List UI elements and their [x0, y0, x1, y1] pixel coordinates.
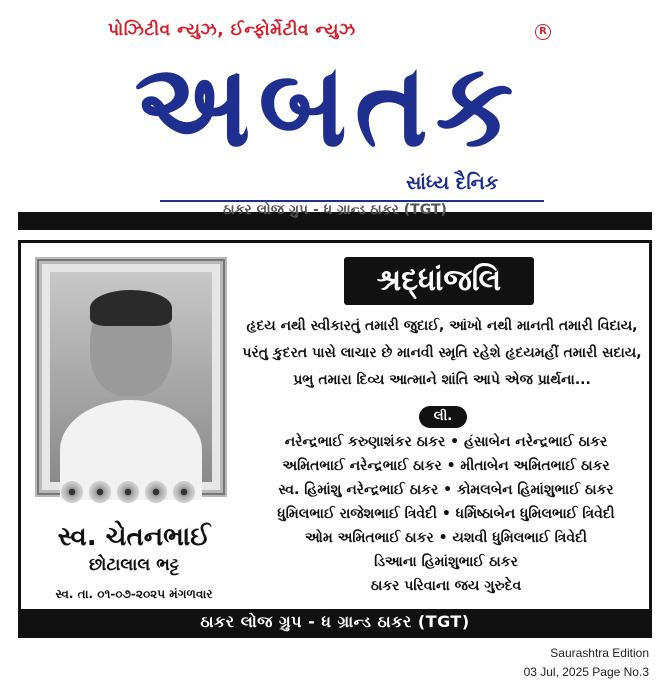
from-label-badge: લી.	[419, 406, 467, 428]
family-name-line: ડિઆના હિમાંશુભાઈ ઠાકર	[374, 554, 518, 570]
bottom-banner-strip	[21, 609, 649, 635]
top-banner-strip	[18, 202, 652, 230]
photo-frame	[35, 257, 227, 497]
obituary-advertisement	[18, 240, 652, 638]
flower-decoration	[61, 479, 201, 509]
edition-name: Saurashtra Edition	[550, 646, 649, 660]
flower-icon	[145, 481, 167, 503]
family-name-line: અમિતભાઈ નરેન્દ્રભાઈ ઠાકર • મીતાબેન અમિતભાઈ ઠાકર	[282, 458, 610, 474]
tribute-title-box	[344, 257, 534, 305]
top-strip-text: ઠાકર લોજ ગ્રુપ - ધ ગ્રાન્ડ ઠાકર (TGT)	[223, 202, 447, 218]
masthead	[0, 0, 659, 210]
family-name-line: ઓમ અમિતભાઈ ઠાકર • યશવી ધુમિલભાઈ ત્રિવેદી	[305, 530, 587, 546]
registered-mark-icon: R	[535, 24, 551, 40]
death-date: સ્વ. તા. ૦૧-૦૭-૨૦૨૫ મંગળવાર	[55, 587, 213, 601]
family-name-line: ધુમિલભાઈ રાજેશભાઈ ત્રિવેદી • ધર્મિષ્ઠાબેન ધુમિલભાઈ ત્રિવેદી	[277, 506, 615, 522]
flower-icon	[89, 481, 111, 503]
verse-line: પરંતુ કુદરત પાસે લાચાર છે માનવી સ્મૃતિ રહેશે હૃદયમહીં તમારી સદાય,	[242, 345, 642, 361]
flower-icon	[61, 481, 83, 503]
tribute-verses	[237, 313, 647, 394]
portrait-hair	[90, 290, 172, 326]
bottom-strip-text: ઠાકર લોજ ગ્રુપ - ધ ગ્રાન્ડ ઠાકર (TGT)	[200, 612, 470, 631]
family-names-list	[237, 430, 655, 598]
family-name-line: ઠાકર પરિવાના જય ગુરુદેવ	[370, 578, 522, 594]
edition-label: સાંધ્ય દૈનિક	[406, 172, 499, 194]
flower-icon	[117, 481, 139, 503]
deceased-father-name: છોટાલાલ ભટ્ટ	[88, 555, 180, 575]
logo-text: અબતક	[134, 37, 522, 173]
tribute-title: શ્રદ્ધાંજલિ	[376, 263, 502, 298]
flower-icon	[173, 481, 195, 503]
newspaper-logo	[108, 37, 548, 173]
edition-date-page: 03 Jul, 2025 Page No.3	[523, 665, 649, 679]
family-name-line: સ્વ. હિમાંશુ નરેન્દ્રભાઈ ઠાકર • કોમલબેન હિમાંશુભાઈ ઠાકર	[278, 482, 614, 498]
verse-line: હૃદય નથી સ્વીકારતું તમારી જુદાઈ, આંખો નથી માનતી તમારી વિદાય,	[246, 318, 638, 334]
masthead-tagline: પોઝિટીવ ન્યુઝ, ઈન્ફોર્મેટીવ ન્યુઝ	[108, 20, 356, 40]
deceased-info	[21, 521, 247, 605]
family-name-line: નરેન્દ્રભાઈ કરુણાશંકર ઠાકર • હંસાબેન નરેન્દ્રભાઈ ઠાકર	[284, 434, 608, 450]
verse-line: પ્રભુ તમારા દિવ્ય આત્માને શાંતિ આપે એજ પ્રાર્થના...	[293, 372, 591, 388]
page-footer	[524, 644, 649, 682]
portrait-photo	[50, 272, 212, 482]
deceased-name: સ્વ. ચેતનભાઈ	[57, 522, 211, 552]
